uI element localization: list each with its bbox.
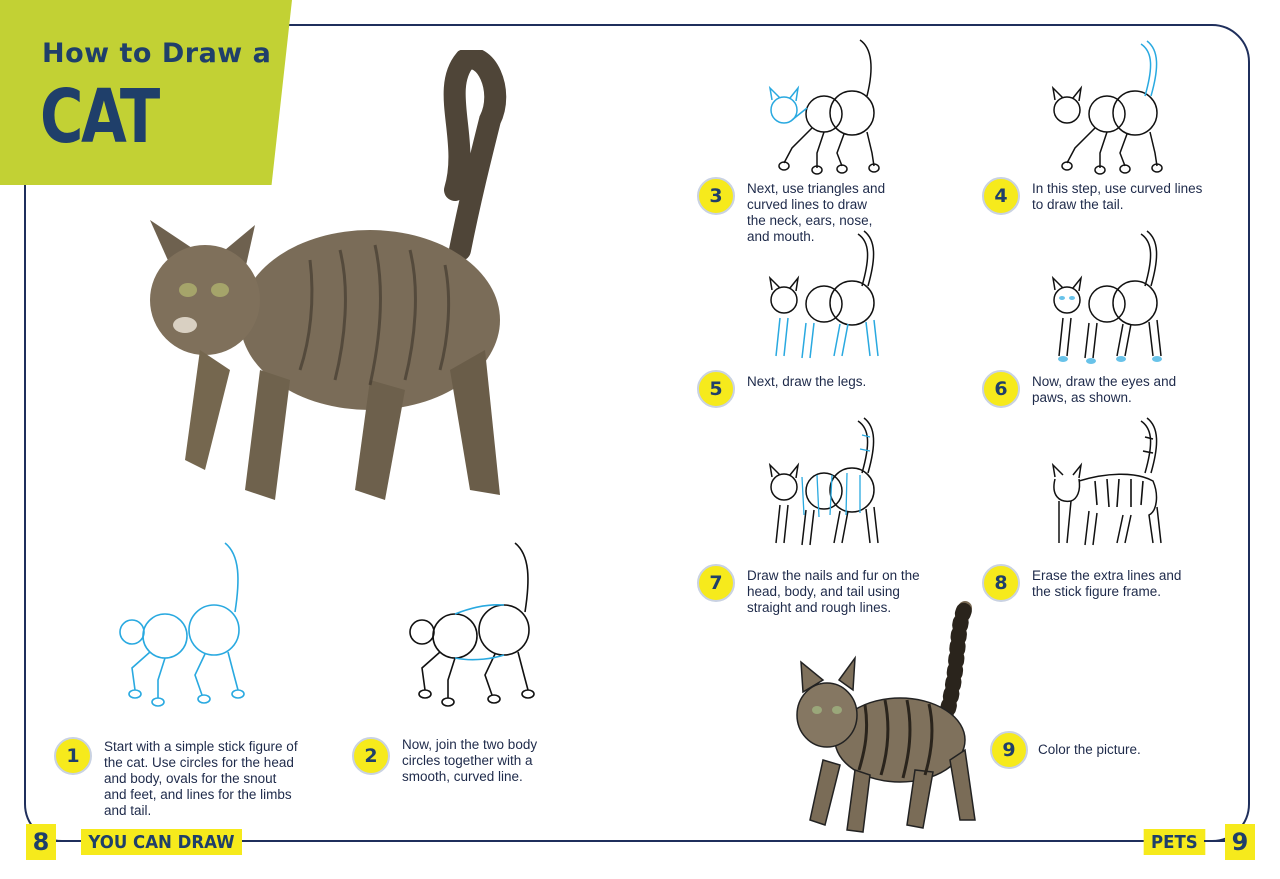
step-6-sketch (1045, 228, 1175, 368)
step-7-text: Draw the nails and fur on the head, body, and tail using straight and rough lines. (747, 568, 920, 615)
step-9-badge: 9 (990, 731, 1028, 769)
step-7-badge: 7 (697, 564, 735, 602)
cat-photo (140, 50, 510, 520)
step-2-text: Now, join the two body circles together with a smooth, curved line. (402, 737, 538, 784)
step-9-text: Color the picture. (1038, 742, 1141, 757)
step-6-badge: 6 (982, 370, 1020, 408)
title-line-1: How to Draw a (42, 38, 272, 69)
step-4-text: In this step, use curved lines to draw the tail. (1032, 181, 1203, 212)
left-running-head: YOU CAN DRAW (81, 829, 242, 855)
right-page-number: 9 (1225, 824, 1255, 860)
step-2-sketch (400, 540, 550, 710)
step-8-badge: 8 (982, 564, 1020, 602)
step-4-badge: 4 (982, 177, 1020, 215)
step-2-badge: 2 (352, 737, 390, 775)
step-8-sketch (1045, 415, 1175, 560)
step-5-text: Next, draw the legs. (747, 374, 867, 389)
step-3-badge: 3 (697, 177, 735, 215)
page-title: CAT (40, 74, 158, 160)
step-8-text: Erase the extra lines and the stick figure frame. (1032, 568, 1182, 599)
footer-rule-left (56, 840, 74, 842)
step-3-sketch (762, 38, 892, 178)
step-5-badge: 5 (697, 370, 735, 408)
step-3-text: Next, use triangles and curved lines to draw the neck, ears, nose, and mouth. (747, 181, 886, 244)
step-9-colored-cat (795, 600, 980, 835)
step-1-text: Start with a simple stick figure of the cat. Use circles for the head and body, ovals for the snout and feet, and lines for the limbs and tail. (104, 739, 298, 818)
step-5-sketch (762, 228, 892, 368)
step-4-sketch (1045, 38, 1175, 178)
left-page-number: 8 (26, 824, 56, 860)
right-running-head: PETS (1144, 829, 1205, 855)
step-6-text: Now, draw the eyes and paws, as shown. (1032, 374, 1177, 405)
step-1-badge: 1 (54, 737, 92, 775)
step-1-sketch (110, 540, 260, 710)
step-7-sketch (762, 415, 892, 560)
footer-rule-right (1204, 840, 1226, 842)
